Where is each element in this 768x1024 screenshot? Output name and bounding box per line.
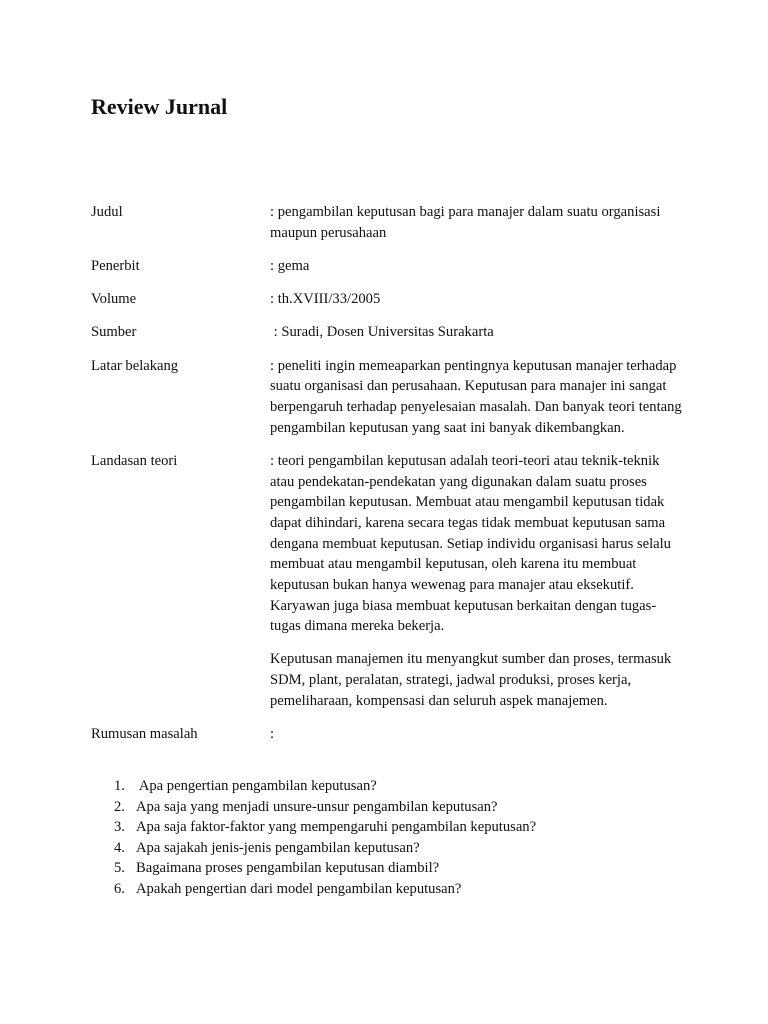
field-label: Judul [91,204,123,220]
field-rumusan-masalah [91,724,691,745]
page-title: Review Jurnal [91,94,228,119]
list-item [114,858,536,879]
list-number: 4. [114,839,125,856]
list-text: Apa pengertian pengambilan keputusan? [136,778,377,794]
field-value [270,724,682,745]
list-number: 3. [114,819,125,835]
field-label: Rumusan masalah [91,725,198,742]
field-volume [91,289,691,310]
field-text: : pengambilan keputusan bagi para manajer dalam suatu organisasi maupun perusahaan [270,204,661,241]
field-landasan-teori [91,451,691,711]
list-text: Apa sajakah jenis-jenis pengambilan keputusan? [136,839,420,856]
list-number: 2. [114,798,125,815]
list-number: 5. [114,860,125,876]
field-value [270,289,682,310]
list-item [114,797,536,818]
field-label: Latar belakang [91,357,179,374]
list-text: Apa saja yang menjadi unsure-unsur pengambilan keputusan? [136,798,498,815]
field-text: : gema [270,257,310,274]
field-value [270,356,682,439]
list-number: 1. [114,778,125,794]
list-item [114,776,536,797]
field-text: : peneliti ingin memeaparkan pentingnya keputusan manajer terhadap suatu organisasi dan perusahaan. Keputusan para manajer ini sangat berpengaruh terhadap penyelesaian masalah. Dan banyak teori tentang pengambilan keputusan yang saat ini banyak dikembangkan. [270,357,682,436]
field-paragraph: : teori pengambilan keputusan adalah teori-teori atau teknik-teknik atau pendekatan-pendekatan yang digunakan dalam suatu proses pengambilan keputusan. Membuat atau mengambil keputusan tidak dapat dihindari, karena secara tegas tidak membuat keputusan sama dengana membuat keputusan. Setiap individu organisasi harus selalu membuat atau mengambil keputusan, oleh karena itu membuat keputusan bukan hanya wewenag para manajer atau eksekutif. Karyawan juga biasa membuat keputusan berkaitan dengan tugas-tugas dimana mereka bekerja. [270,452,671,635]
field-label: Penerbit [91,257,140,274]
field-judul [91,202,691,243]
list-item [114,817,536,838]
field-paragraph: Keputusan manajemen itu menyangkut sumber dan proses, termasuk SDM, plant, peralatan, strategi, jadwal produksi, proses kerja, pemeliharaan, kompensasi dan seluruh aspek manajemen. [270,651,672,709]
field-value [270,322,682,343]
field-value [270,451,682,711]
list-text: Apakah pengertian dari model pengambilan keputusan? [136,880,462,897]
field-latar-belakang [91,356,691,439]
field-label: Volume [91,291,137,308]
field-label: Landasan teori [91,452,178,469]
field-label: Sumber [91,324,137,341]
field-text: : th.XVIII/33/2005 [270,291,381,308]
list-item [114,838,536,859]
list-text: Bagaimana proses pengambilan keputusan diambil? [136,860,440,876]
field-sumber [91,322,691,343]
field-text: : Suradi, Dosen Universitas Surakarta [270,324,494,341]
field-value [270,202,682,243]
review-fields [91,202,691,757]
list-item [114,879,536,900]
field-text: : [270,725,275,742]
list-number: 6. [114,880,125,897]
field-penerbit [91,256,691,277]
question-list [114,776,536,899]
list-text: Apa saja faktor-faktor yang mempengaruhi pengambilan keputusan? [136,819,537,835]
field-value [270,256,682,277]
